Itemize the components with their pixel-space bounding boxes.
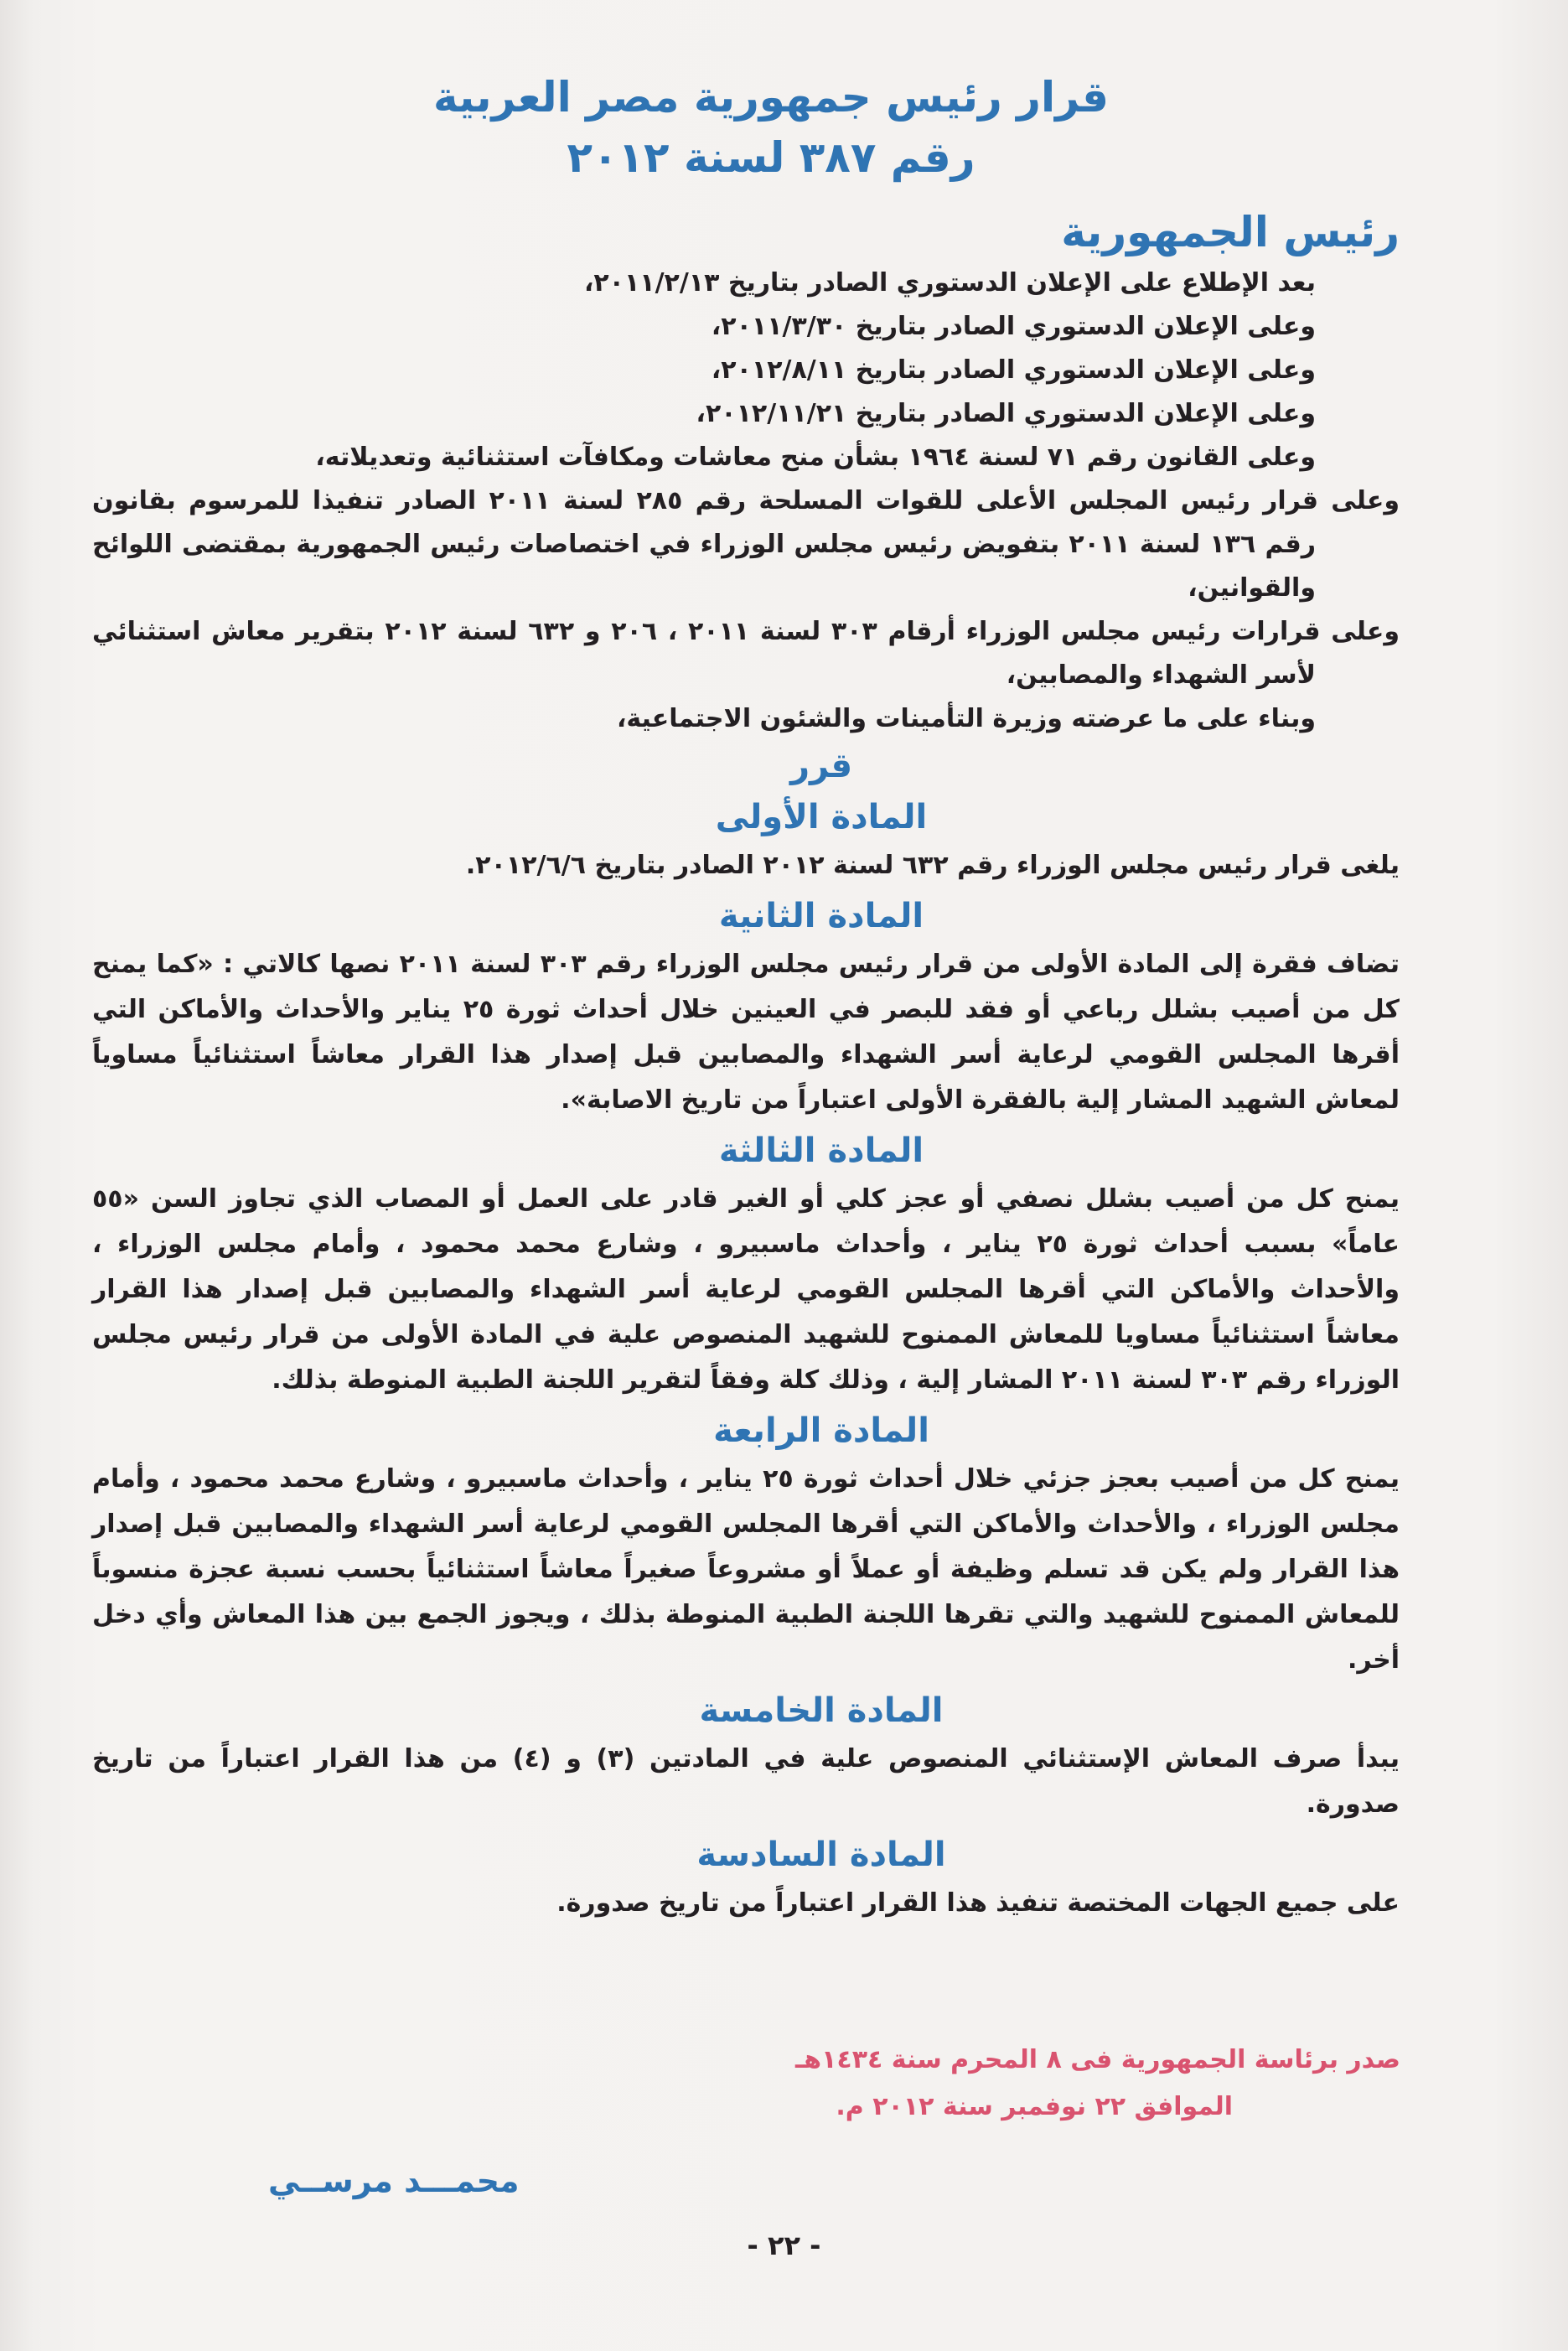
article-text: تضاف فقرة إلى المادة الأولى من قرار رئيس مجلس الوزراء رقم ٣٠٣ لسنة ٢٠١١ نصها كالاتي : «كما يمنح كل من أصيب بشلل رباعي أو فقد للبصر في العينين خلال أحداث ثورة ٢٥ يناير والأحداث والأماكن التي أقرها المجلس القومي لرعاية أسر الشهداء والمصابين قبل إصدار هذا القرار معاشاً استثنائياً مساوياً لمعاش الشهيد المشار إلية بالفقرة الأولى اعتباراً من تاريخ الاصابة». <box>92 950 1400 1115</box>
article-heading: المادة الثانية <box>718 897 924 935</box>
issuance-block <box>646 2037 1400 2131</box>
article-text: يبدأ صرف المعاش الإستثنائي المنصوص علية في المادتين (٣) و (٤) من هذا القرار اعتباراً من تاريخ صدورة. <box>92 1744 1400 1819</box>
article-heading: المادة الخامسة <box>699 1691 944 1730</box>
article-text: على جميع الجهات المختصة تنفيذ هذا القرار اعتباراً من تاريخ صدورة. <box>556 1888 1400 1918</box>
decree-title-line-2: رقم ٣٨٧ لسنة ٢٠١٢ <box>567 133 975 182</box>
article-3 <box>92 1126 1400 1403</box>
article-heading: المادة الأولى <box>715 798 928 836</box>
issued-date-hijri: صدر برئاسة الجمهورية فى ٨ المحرم سنة ١٤٣٤هـ <box>795 2045 1400 2074</box>
article-text: يمنح كل من أصيب بعجز جزئي خلال أحداث ثورة ٢٥ يناير ، وأحداث ماسبيرو ، وشارع محمد محمود ، وأمام مجلس الوزراء ، والأحداث والأماكن التي أقرها المجلس القومي لرعاية أسر الشهداء والمصابين قبل إصدار هذا القرار ولم يكن قد تسلم وظيفة أو عملاً أو مشروعاً صغيراً معاشاً استثنائياً بحسب نسبة عجزة منسوباً للمعاش الممنوح للشهيد والتي تقرها اللجنة الطبية المنوطة بذلك ، ويجوز الجمع بين هذا المعاش وأي دخل أخر. <box>92 1464 1400 1675</box>
article-heading: المادة الرابعة <box>713 1411 929 1450</box>
decree-word: قرر <box>789 747 853 785</box>
preamble-line: وعلى قرار رئيس المجلس الأعلى للقوات المسلحة رقم ٢٨٥ لسنة ٢٠١١ الصادر تنفيذا للمرسوم بقانون رقم ١٣٦ لسنة ٢٠١١ بتفويض رئيس مجلس الوزراء في اختصاصات رئيس الجمهورية بمقتضى اللوائح والقوانين، <box>92 486 1400 603</box>
preamble-line: وعلى الإعلان الدستوري الصادر بتاريخ ٢٠١٢/١١/٢١، <box>696 399 1316 428</box>
issued-date-gregorian: الموافق ٢٢ نوفمبر سنة ٢٠١٢ م. <box>836 2092 1233 2121</box>
preamble-line: وعلى قرارات رئيس مجلس الوزراء أرقام ٣٠٣ لسنة ٢٠١١ ، ٢٠٦ و ٦٣٢ لسنة ٢٠١٢ بتقرير معاش استثنائي لأسر الشهداء والمصابين، <box>92 617 1400 690</box>
preamble <box>92 262 1400 741</box>
article-heading: المادة الثالثة <box>718 1131 924 1170</box>
article-text: يمنح كل من أصيب بشلل نصفي أو عجز كلي أو الغير قادر على العمل أو المصاب الذي تجاوز السن «٥٥ عاماً» بسبب أحداث ثورة ٢٥ يناير ، وأحداث ماسبيرو ، وشارع محمد محمود ، وأمام مجلس الوزراء ، والأحداث والأماكن التي أقرها المجلس القومي لرعاية أسر الشهداء والمصابين قبل إصدار هذا القرار معاشاً استثنائياً مساويا للمعاش الممنوح للشهيد المنصوص علية في المادة الأولى من قرار رئيس مجلس الوزراء رقم ٣٠٣ لسنة ٢٠١١ المشار إلية ، وذلك كلة وفقاً لتقرير اللجنة الطبية المنوطة بذلك. <box>92 1184 1400 1395</box>
article-6 <box>92 1831 1400 1926</box>
article-heading: المادة السادسة <box>696 1836 946 1874</box>
article-text: يلغى قرار رئيس مجلس الوزراء رقم ٦٣٢ لسنة ٢٠١٢ الصادر بتاريخ ٢٠١٢/٦/٦. <box>465 851 1400 880</box>
article-1 <box>92 793 1400 888</box>
document-content <box>92 67 1400 1926</box>
issuer-heading: رئيس الجمهورية <box>1061 208 1400 256</box>
preamble-line: وبناء على ما عرضته وزيرة التأمينات والشئون الاجتماعية، <box>616 704 1316 733</box>
preamble-line: وعلى القانون رقم ٧١ لسنة ١٩٦٤ بشأن منح معاشات ومكافآت استثنائية وتعديلاته، <box>315 443 1316 472</box>
signer-name: محمـــد مرســي <box>268 2162 520 2199</box>
preamble-line: بعد الإطلاع على الإعلان الدستوري الصادر بتاريخ ٢٠١١/٢/١٣، <box>583 268 1316 298</box>
article-5 <box>92 1686 1400 1827</box>
preamble-line: وعلى الإعلان الدستوري الصادر بتاريخ ٢٠١١/٣/٣٠، <box>711 312 1316 341</box>
article-2 <box>92 892 1400 1123</box>
preamble-line: وعلى الإعلان الدستوري الصادر بتاريخ ٢٠١٢/٨/١١، <box>711 355 1316 385</box>
article-4 <box>92 1406 1400 1683</box>
page-number: - ٢٢ - <box>747 2229 821 2261</box>
decree-title-line-1: قرار رئيس جمهورية مصر العربية <box>433 73 1109 122</box>
